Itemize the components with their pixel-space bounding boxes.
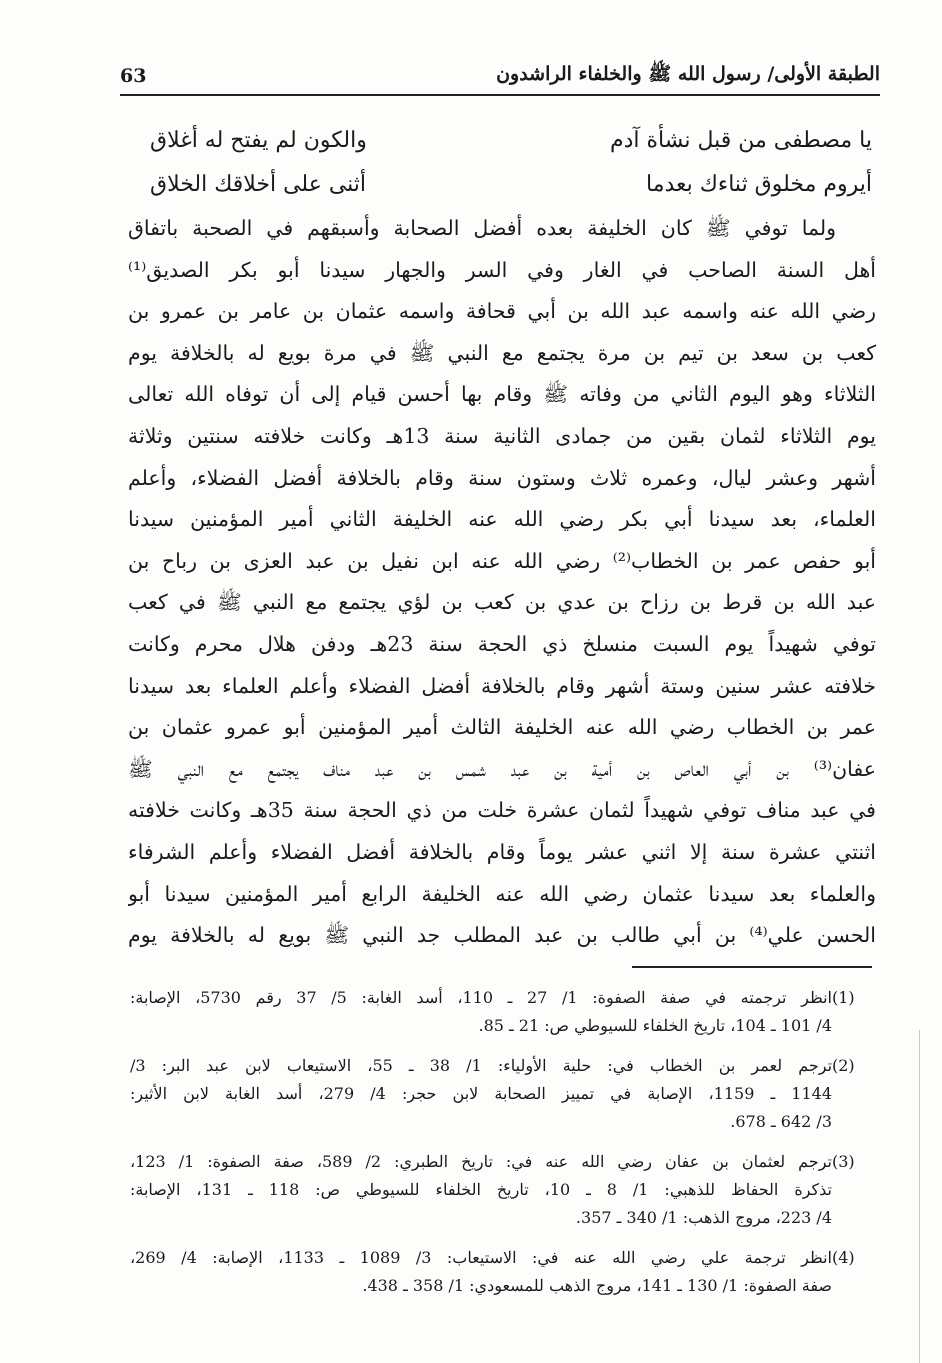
body-line: يوم الثلاثاء لثمان بقين من جمادى الثانية سنة 13هـ وكانت خلافته سنتين وثلاثة: [128, 423, 876, 448]
footnote-separator: [632, 966, 872, 968]
scan-margin-line: [919, 1030, 920, 1363]
footnotes: [130, 984, 876, 1312]
poem-hemistich-left: أثنى على أخلاقك الخلاق: [150, 171, 367, 197]
footnote-line: ترجم لعثمان بن عفان رضي الله عنه في: تاريخ الطبري: 2/ 589، صفة الصفوة: 1/ 123،: [130, 1152, 832, 1171]
body-line: عمر بن الخطاب رضي الله عنه الخليفة الثالث أمير المؤمنين أبو عمرو عثمان بن: [128, 715, 876, 740]
footnote-number: (1): [832, 988, 855, 1007]
body-line: أهل السنة الصاحب في الغار وفي السر والجهار سيدنا أبو بكر الصديق⁽¹⁾: [128, 257, 876, 282]
body-line: العلماء، بعد سيدنا أبي بكر رضي الله عنه الخليفة الثاني أمير المؤمنين سيدنا: [128, 507, 876, 532]
page-number: 63: [120, 65, 147, 87]
footnote-line: ترجم لعمر بن الخطاب في: حلية الأولياء: 1/ 38 ـ 55، الاستيعاب لابن عبد البر: 3/: [130, 1056, 832, 1075]
footnote-line: تذكرة الحفاظ للذهبي: 1/ 8 ـ 10، تاريخ الخلفاء للسيوطي ص: 118 ـ 131، الإصابة:: [130, 1180, 832, 1199]
footnote-number: (2): [832, 1056, 855, 1075]
poem-verse: [150, 118, 872, 162]
footnote-line: انظر ترجمته في صفة الصفوة: 1/ 27 ـ 110، أسد الغابة: 5/ 37 رقم 5730، الإصابة:: [130, 988, 832, 1007]
body-line: ولما توفي ﷺ كان الخليفة بعده أفضل الصحابة وأسبقهم في الصحبة باتفاق: [128, 216, 836, 240]
body-line: الحسن علي⁽⁴⁾ بن أبي طالب بن عبد المطلب جد النبي ﷺ بويع له بالخلافة يوم: [128, 923, 876, 948]
body-line: كعب بن سعد بن تيم بن مرة يجتمع مع النبي ﷺ في مرة بويع له بالخلافة يوم: [128, 340, 876, 365]
footnote-1: [130, 984, 876, 1040]
body-line: والعلماء بعد سيدنا عثمان رضي الله عنه الخليفة الرابع أمير المؤمنين سيدنا أبو: [128, 881, 876, 906]
poem-verse: [150, 162, 872, 206]
body-line: الثلاثاء وهو اليوم الثاني من وفاته ﷺ وقام بها أحسن قيام إلى أن توفاه الله تعالى: [128, 382, 876, 407]
body-line: أشهر وعشر ليال، وعمره ثلاث وستون سنة وقام بالخلافة أفضل الفضلاء، وأعلم: [128, 465, 876, 490]
body-line: أبو حفص عمر بن الخطاب⁽²⁾ رضي الله عنه ابن نفيل بن عبد العزى بن رباح بن: [128, 548, 876, 573]
footnote-line: صفة الصفوة: 1/ 130 ـ 141، مروج الذهب للمسعودي: 1/ 358 ـ 438.: [362, 1276, 832, 1295]
body-line: عبد الله بن قرط بن رزاح بن عدي بن كعب بن لؤي يجتمع مع النبي ﷺ في كعب: [128, 590, 876, 615]
footnote-line: 4/ 223، مروج الذهب: 1/ 340 ـ 357.: [575, 1208, 832, 1227]
footnote-2: [130, 1052, 876, 1136]
footnote-line: 4/ 101 ـ 104، تاريخ الخلفاء للسيوطي ص: 21 ـ 85.: [478, 1016, 832, 1035]
body-line: توفي شهيداً يوم السبت منسلخ ذي الحجة سنة 23هـ ودفن هلال محرم وكانت: [128, 631, 876, 656]
running-title: الطبقة الأولى/ رسول الله ﷺ والخلفاء الراشدون: [496, 63, 880, 85]
footnote-line: 1144 ـ 1159، الإصابة في تمييز الصحابة لابن حجر: 4/ 279، أسد الغابة لابن الأثير:: [130, 1084, 832, 1103]
poem-hemistich-right: يا مصطفى من قبل نشأة آدم: [609, 127, 872, 153]
footnote-4: [130, 1244, 876, 1300]
body-text: [128, 208, 876, 957]
footnote-number: (3): [832, 1152, 855, 1171]
footnote-line: 3/ 642 ـ 678.: [730, 1112, 832, 1131]
body-line: اثنتي عشرة سنة إلا اثني عشر يوماً وقام بالخلافة أفضل الفضلاء وأعلم الشرفاء: [128, 839, 876, 864]
body-line: في عبد مناف توفي شهيداً لثمان عشرة خلت من ذي الحجة سنة 35هـ وكانت خلافته: [128, 798, 876, 823]
poem-hemistich-right: أيروم مخلوق ثناءك بعدما: [645, 171, 872, 197]
footnote-3: [130, 1148, 876, 1232]
poem-hemistich-left: والكون لم يفتح له أغلاق: [150, 127, 367, 153]
body-line: خلافته عشر سنين وستة أشهر وقام بالخلافة أفضل الفضلاء وأعلم العلماء بعد سيدنا: [128, 673, 876, 698]
body-line: عفان⁽³⁾ بن أبي العاص بن أمية بن عبد شمس بن عبد مناف يجتمع مع النبي ﷺ: [128, 756, 876, 781]
running-header: [120, 58, 880, 96]
footnote-number: (4): [832, 1248, 855, 1267]
poem: [150, 118, 872, 206]
footnote-line: انظر ترجمة علي رضي الله عنه في: الاستيعاب: 3/ 1089 ـ 1133، الإصابة: 4/ 269،: [130, 1248, 832, 1267]
body-line: رضي الله عنه واسمه عبد الله بن أبي قحافة واسمه عثمان بن عامر بن عمرو بن: [128, 299, 876, 324]
